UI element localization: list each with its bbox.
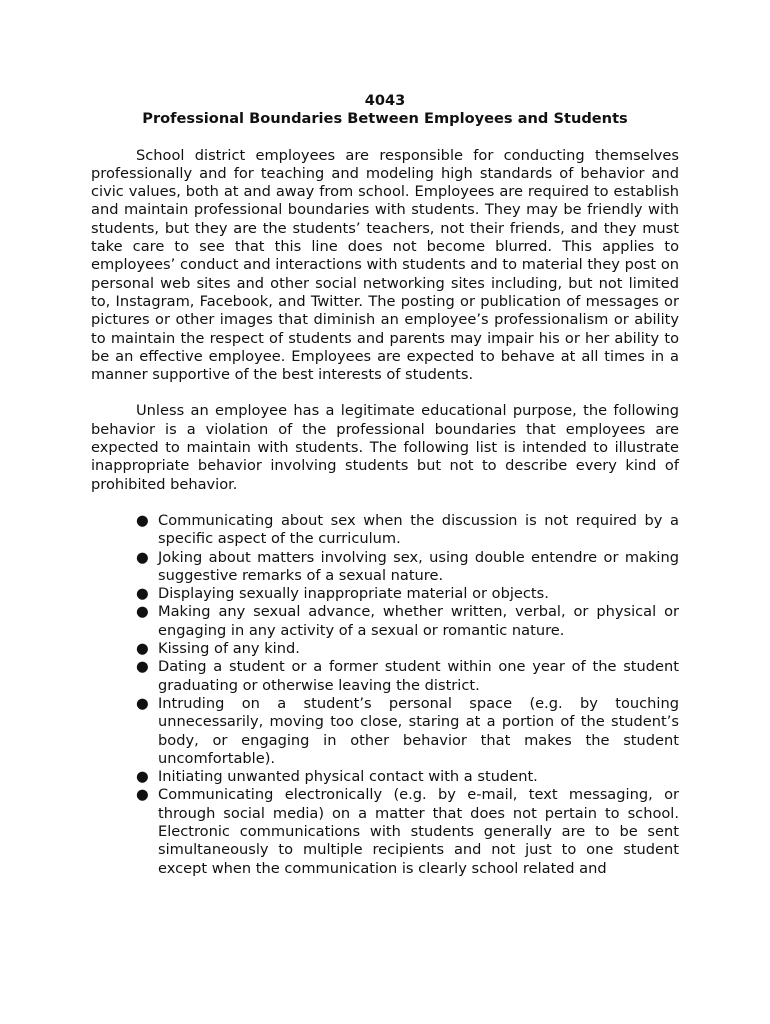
violation-paragraph: Unless an employee has a legitimate educational purpose, the following behavior is a violation of the professional boundaries that employees are expected to maintain with students. The following list is intended to illustrate inappropriate behavior involving students but not to describe every kind of prohibited behavior. — [91, 402, 679, 493]
list-item — [136, 603, 679, 640]
bullet-icon: ● — [136, 786, 149, 804]
list-item-text: Joking about matters involving sex, using double entendre or making suggestive remarks of a sexual nature. — [158, 548, 679, 584]
list-item — [136, 585, 679, 603]
list-item-text: Initiating unwanted physical contact with a student. — [158, 768, 538, 786]
list-item-text: Intruding on a student’s personal space (e.g. by touching unnecessarily, moving too close, staring at a portion of the student’s body, or engaging in other behavior that makes the student uncomfortable). — [158, 694, 679, 767]
bullet-icon: ● — [136, 511, 149, 529]
bullet-icon: ● — [136, 658, 149, 676]
document-page — [91, 92, 679, 878]
list-item — [136, 694, 679, 768]
list-item — [136, 640, 679, 658]
list-item-text: Dating a student or a former student within one year of the student graduating or otherwise leaving the district. — [158, 658, 679, 694]
bullet-icon: ● — [136, 768, 149, 786]
list-item — [136, 786, 679, 877]
bullet-icon: ● — [136, 603, 149, 621]
list-item-text: Displaying sexually inappropriate material or objects. — [158, 585, 549, 603]
list-item — [136, 658, 679, 695]
bullet-icon: ● — [136, 640, 149, 658]
policy-title: Professional Boundaries Between Employees and Students — [142, 110, 628, 128]
list-item — [136, 511, 679, 549]
list-item-text: Communicating about sex when the discussion is not required by a specific aspect of the curriculum. — [158, 511, 679, 548]
list-item — [136, 768, 679, 786]
bullet-icon: ● — [136, 585, 149, 603]
bullet-icon: ● — [136, 694, 149, 712]
policy-number: 4043 — [364, 92, 406, 109]
list-item — [136, 548, 679, 586]
intro-paragraph: School district employees are responsible for conducting themselves professionally and for teaching and modeling high standards of behavior and civic values, both at and away from school. Employees are required to establish and maintain professional boundaries with students. They may be friendly with students, but they are the students’ teachers, not their friends, and they must take care to see that this line does not become blurred. This applies to employees’ conduct and interactions with students and to material they post on personal web sites and other social networking sites including, but not limited to, Instagram, Facebook, and Twitter. The posting or publication of messages or pictures or other images that diminish an employee’s professionalism or ability to maintain the respect of students and parents may impair his or her ability to be an effective employee. Employees are expected to behave at all times in a manner supportive of the best interests of students. — [91, 146, 679, 384]
list-item-text: Kissing of any kind. — [158, 640, 300, 658]
bullet-icon: ● — [136, 548, 149, 566]
list-item-text: Making any sexual advance, whether written, verbal, or physical or engaging in any activity of a sexual or romantic nature. — [158, 603, 679, 639]
prohibited-behavior-list — [91, 512, 679, 878]
list-item-text: Communicating electronically (e.g. by e-mail, text messaging, or through social media) on a matter that does not pertain to school. Electronic communications with students generally are to be sent simultaneously to multiple recipients and not just to one student except when the communication is clearly school related and — [158, 786, 679, 877]
